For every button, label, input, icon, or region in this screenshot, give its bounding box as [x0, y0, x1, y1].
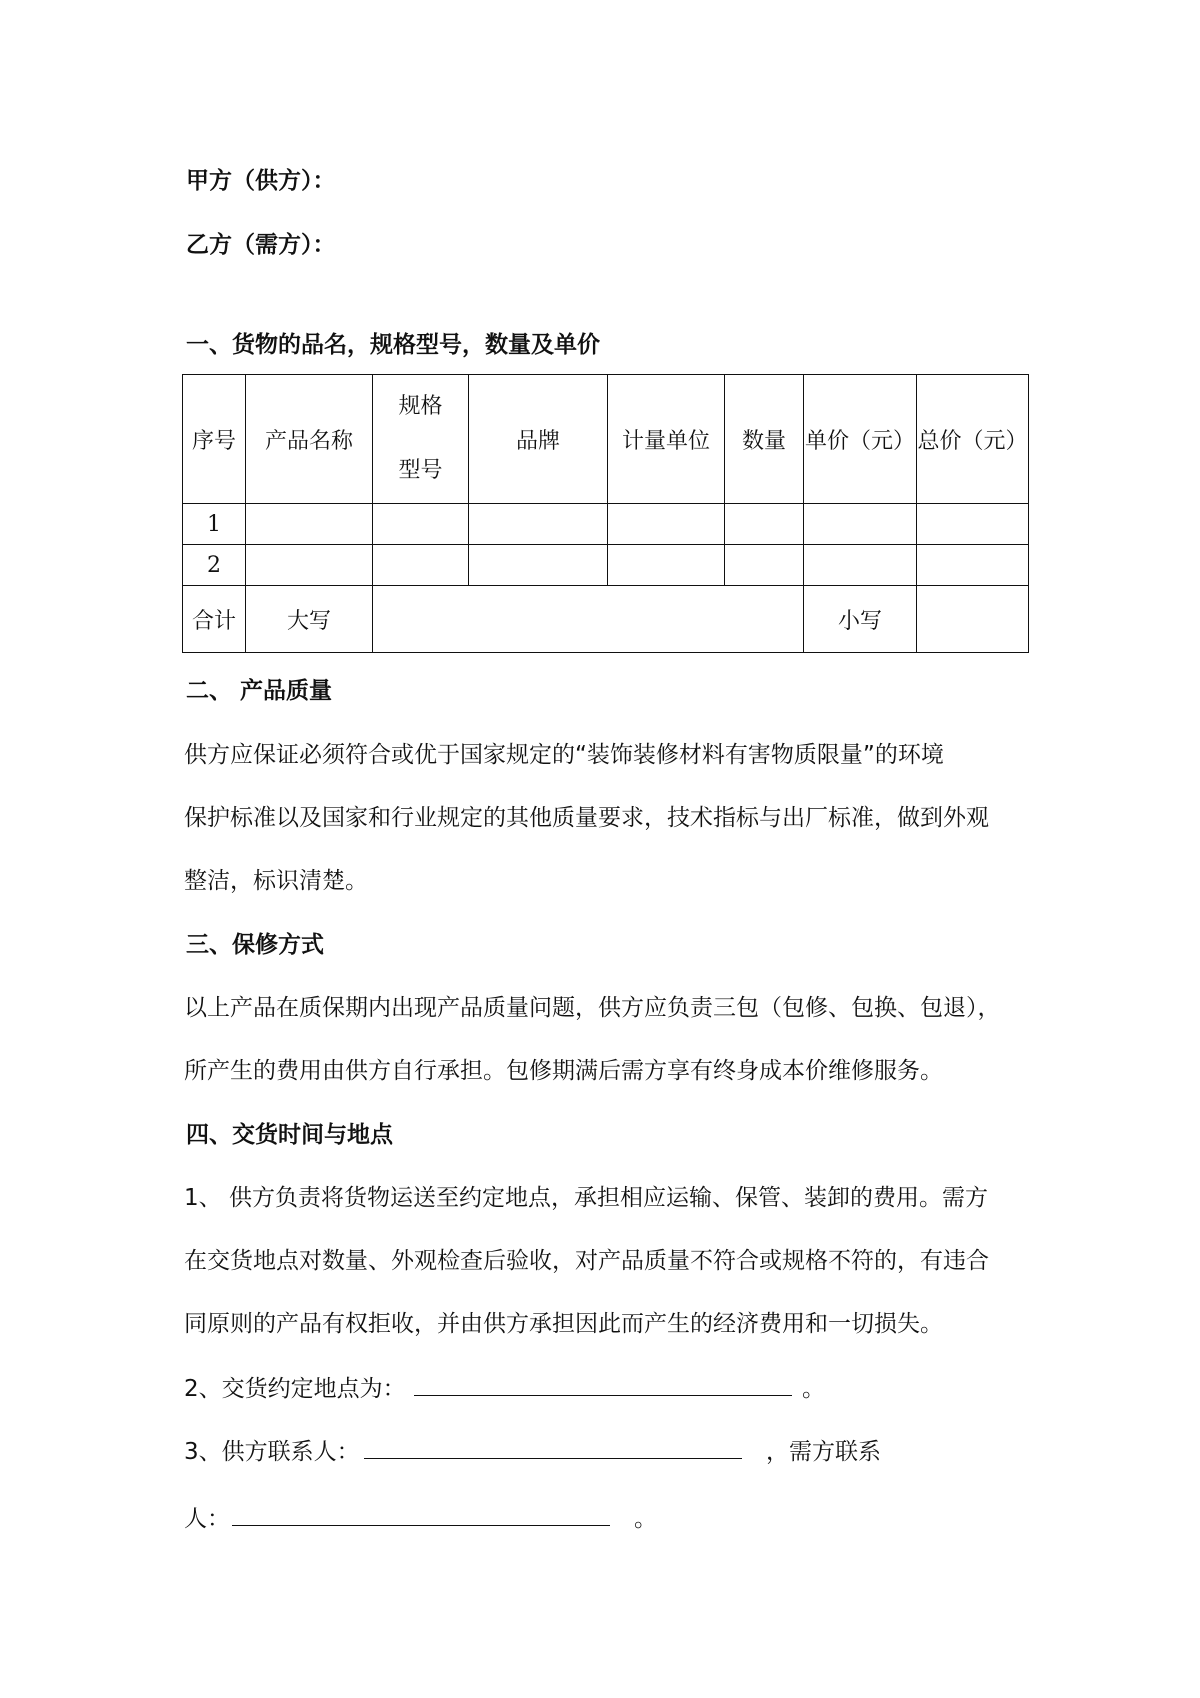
section-3-line-2: 所产生的费用由供方自行承担。包修期满后需方享有终身成本价维修服务。: [184, 1058, 943, 1084]
cell-unit-price[interactable]: [804, 504, 917, 545]
summary-lower-value[interactable]: [917, 586, 1029, 653]
supplier-contact-label: 3、供方联系人：: [184, 1439, 360, 1465]
cell-total-price[interactable]: [917, 545, 1029, 586]
cell-product-name[interactable]: [246, 504, 373, 545]
summary-label: 合计: [183, 586, 246, 653]
header-quantity: 数量: [725, 375, 804, 504]
delivery-location-field[interactable]: [414, 1395, 792, 1396]
cell-spec[interactable]: [373, 504, 469, 545]
header-spec: [373, 375, 469, 504]
cell-unit-price[interactable]: [804, 545, 917, 586]
section-4-heading: 四、交货时间与地点: [186, 1122, 393, 1148]
buyer-contact-label-cont: 人：: [184, 1506, 230, 1532]
supplier-contact-field[interactable]: [364, 1458, 742, 1459]
section-2-line-3: 整洁，标识清楚。: [184, 868, 368, 894]
cell-brand[interactable]: [469, 504, 608, 545]
section-1-heading: 一、货物的品名，规格型号，数量及单价: [186, 332, 600, 358]
cell-brand[interactable]: [469, 545, 608, 586]
section-2-heading: 二、 产品质量: [186, 678, 333, 704]
header-spec-line2: 型号: [398, 458, 443, 483]
table-row: [183, 504, 1029, 545]
row-seq: 1: [183, 504, 246, 545]
section-4-item-1-line-2: 在交货地点对数量、外观检查后验收，对产品质量不符合或规格不符的，有违合: [184, 1248, 989, 1274]
buyer-contact-end: 。: [634, 1506, 657, 1532]
party-a-label: 甲方（供方）：: [186, 168, 336, 194]
cell-unit[interactable]: [608, 504, 725, 545]
header-unit: 计量单位: [608, 375, 725, 504]
row-seq: 2: [183, 545, 246, 586]
party-b-label: 乙方（需方）：: [186, 232, 336, 258]
header-spec-line1: 规格: [398, 394, 443, 419]
cell-quantity[interactable]: [725, 545, 804, 586]
table-summary-row: [183, 586, 1029, 653]
summary-lower-label: 小写: [804, 586, 917, 653]
cell-quantity[interactable]: [725, 504, 804, 545]
header-total-price: 总价（元）: [917, 375, 1029, 504]
section-2-line-1: 供方应保证必须符合或优于国家规定的“装饰装修材料有害物质限量”的环境: [184, 742, 944, 768]
header-product-name: 产品名称: [246, 375, 373, 504]
cell-product-name[interactable]: [246, 545, 373, 586]
table-row: [183, 545, 1029, 586]
delivery-location-label: 2、交货约定地点为：: [184, 1376, 406, 1402]
goods-table: [182, 374, 1029, 653]
section-4-item-1-line-3: 同原则的产品有权拒收，并由供方承担因此而产生的经济费用和一切损失。: [184, 1311, 943, 1337]
buyer-contact-field[interactable]: [232, 1525, 610, 1526]
cell-spec[interactable]: [373, 545, 469, 586]
section-4-item-1-line-1: 1、 供方负责将货物运送至约定地点，承担相应运输、保管、装卸的费用。需方: [184, 1185, 988, 1211]
table-header-row: [183, 375, 1029, 504]
header-brand: 品牌: [469, 375, 608, 504]
summary-upper-value[interactable]: [373, 586, 804, 653]
cell-unit[interactable]: [608, 545, 725, 586]
cell-total-price[interactable]: [917, 504, 1029, 545]
section-3-heading: 三、保修方式: [186, 932, 324, 958]
buyer-contact-label: ，需方联系: [766, 1439, 881, 1465]
section-3-line-1: 以上产品在质保期内出现产品质量问题，供方应负责三包（包修、包换、包退），: [184, 995, 1001, 1021]
section-2-line-2: 保护标准以及国家和行业规定的其他质量要求，技术指标与出厂标准，做到外观: [184, 805, 989, 831]
header-unit-price: 单价（元）: [804, 375, 917, 504]
delivery-location-end: 。: [802, 1376, 825, 1402]
header-seq: 序号: [183, 375, 246, 504]
summary-upper-label: 大写: [246, 586, 373, 653]
